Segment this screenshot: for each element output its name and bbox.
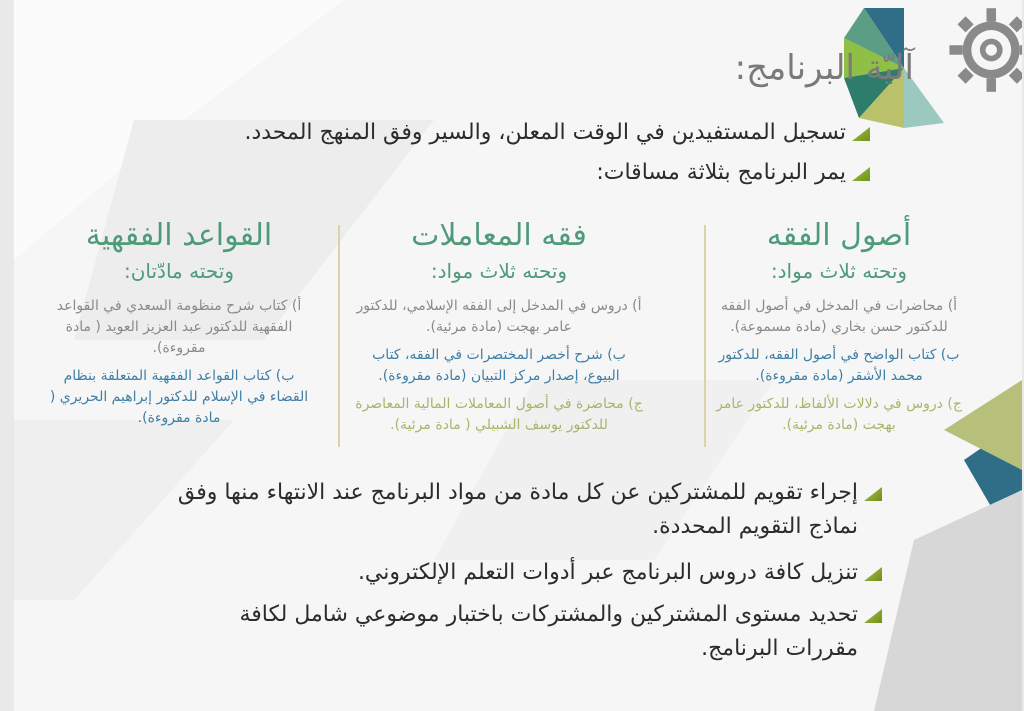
triangle-bullet-icon: [852, 127, 870, 141]
bullet-text: تسجيل المستفيدين في الوقت المعلن، والسير وفق المنهج المحدد.: [244, 120, 846, 145]
bullet-item: [162, 598, 882, 666]
gear-icon: [939, 0, 1022, 100]
bullet-text: تحديد مستوى المشتركين والمشتركات باختبار موضوعي شامل لكافة مقررات البرنامج.: [239, 602, 858, 661]
page-title: آليّة البرنامج:: [734, 48, 914, 88]
bullet-item: [110, 116, 870, 150]
course-item: ج) دروس في دلالات الألفاظ، للدكتور عامر بهجت (مادة مرئية).: [716, 396, 962, 433]
course-item: أ) محاضرات في المدخل في أصول الفقه للدكتور حسن بخاري (مادة مسموعة).: [720, 298, 958, 335]
course-item: ب) شرح أخصر المختصرات في الفقه، كتاب البيوع، إصدار مركز التبيان (مادة مقروءة).: [372, 347, 626, 384]
bullet-text: يمر البرنامج بثلاثة مساقات:: [596, 160, 846, 185]
column-heading: فقه المعاملات: [411, 218, 587, 253]
bullet-item: [110, 156, 870, 190]
course-item: أ) دروس في المدخل إلى الفقه الإسلامي، للدكتور عامر بهجت (مادة مرئية).: [356, 298, 642, 335]
column-heading: أصول الفقه: [766, 218, 912, 253]
column-divider: [338, 225, 340, 447]
column-subheading: وتحته ثلاث مواد:: [770, 259, 908, 283]
bullet-item: [162, 476, 882, 544]
bullet-text: تنزيل كافة دروس البرنامج عبر أدوات التعلم الإلكتروني.: [357, 560, 858, 585]
course-item: ب) كتاب القواعد الفقهية المتعلقة بنظام القضاء في الإسلام للدكتور إبراهيم الحريري ( مادة مقروءة).: [49, 368, 309, 426]
column-heading: القواعد الفقهية: [85, 218, 273, 253]
triangle-bullet-icon: [864, 487, 882, 501]
column-fiqh-almuamalat: [354, 216, 644, 443]
column-subheading: وتحته ثلاث مواد:: [430, 259, 568, 283]
column-usul-alfiqh: [714, 216, 964, 443]
triangle-bullet-icon: [864, 609, 882, 623]
document-page: [14, 0, 1022, 711]
column-alqawaid-alfiqhiya: [44, 216, 314, 436]
course-item: ب) كتاب الواضح في أصول الفقه، للدكتور محمد الأشقر (مادة مقروءة).: [718, 347, 960, 384]
triangle-bullet-icon: [864, 567, 882, 581]
bullet-item: [162, 556, 882, 590]
triangle-bullet-icon: [852, 167, 870, 181]
column-subheading: وتحته مادّتان:: [123, 259, 235, 283]
column-divider: [704, 225, 706, 447]
course-item: ج) محاضرة في أصول المعاملات المالية المعاصرة للدكتور يوسف الشبيلي ( مادة مرئية).: [355, 396, 643, 433]
bullet-text: إجراء تقويم للمشتركين عن كل مادة من مواد البرنامج عند الانتهاء منها وفق نماذج التقويم المحددة.: [177, 480, 858, 539]
course-item: أ) كتاب شرح منظومة السعدي في القواعد الفقهية للدكتور عبد العزيز العويد ( مادة مقروءة).: [56, 298, 302, 356]
